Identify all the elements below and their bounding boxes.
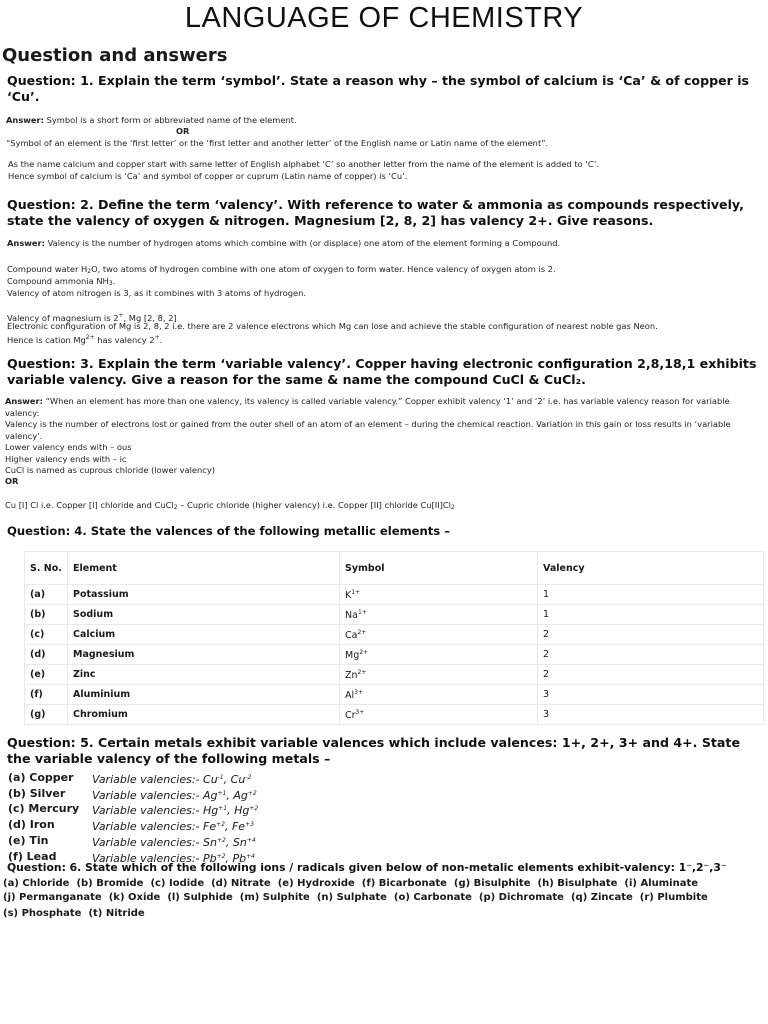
valency-s2: -2 [245, 774, 252, 781]
ion-item: (d) Nitrate [211, 878, 271, 889]
ammonia-text-b: . [112, 276, 116, 286]
mg-cation-line [7, 332, 763, 347]
sno-cell: (a) [25, 585, 68, 605]
valency-label: Variable valencies:- [92, 773, 204, 786]
header-element: Element [68, 552, 340, 585]
element-cell: Calcium [68, 625, 340, 645]
valency-s2: +3 [245, 821, 254, 829]
metal-name: (e) Tin [8, 833, 49, 847]
cucl-text-b: – Cupric chloride (higher valency) i.e. Copper [II] chloride Cu[II]Cl [177, 500, 451, 510]
valency-cell: 3 [538, 685, 764, 705]
table-row [25, 605, 764, 625]
valency-s2: +4 [246, 836, 256, 844]
ion-item: (n) Sulphate [316, 892, 387, 903]
charge-superscript: 3+ [354, 688, 363, 696]
symbol-cell [340, 665, 538, 685]
answer-label: Answer: [7, 238, 45, 248]
valency-s1: +2 [216, 821, 225, 829]
symbol-cell [340, 705, 538, 725]
metal-name: (c) Mercury [8, 802, 80, 816]
ions-line-2 [3, 891, 765, 906]
ion-item: (k) Oxide [108, 892, 161, 903]
variable-valency-reason: Valency is the number of electrons lost or gained from the outer shell of an atom of an element – during the chemical reaction. Variation in this gain or loss results in ‘variable valency’. [5, 419, 731, 441]
sno-cell: (b) [25, 605, 68, 625]
valency-v2: , Cu [223, 773, 246, 786]
answer-label: Answer: [5, 396, 43, 406]
question-5: Question: 5. Certain metals exhibit variable valences which include valences: 1+, 2+, 3+ and 4+. State the variable valency of the following metals – [7, 735, 740, 766]
table-row [25, 685, 764, 705]
valency-s1: +1 [217, 789, 227, 797]
mg-superscript: + [118, 312, 124, 319]
element-cell: Potassium [68, 585, 340, 605]
question-2: Question: 2. Define the term ‘valency’. With reference to water & ammonia as compounds respectively, state the valency of oxygen & nitrogen. Magnesium [2, 8, 2] has valency 2+. Give reasons. [7, 197, 744, 228]
metals-list [8, 771, 258, 865]
metal-valencies [92, 771, 251, 787]
or-text: OR [5, 476, 19, 486]
sno-cell: (g) [25, 705, 68, 725]
ion-item: (m) Sulphite [239, 892, 310, 903]
or-text: OR [176, 126, 190, 136]
symbol-cell [340, 645, 538, 665]
valency-label: Variable valencies:- [92, 804, 204, 818]
symbol-text: Mg [345, 649, 360, 661]
valency-v1: Ag [203, 788, 218, 802]
valency-cell: 3 [538, 705, 764, 725]
symbol-text: K [345, 589, 352, 601]
cation-text-a: Hence is cation Mg [7, 335, 86, 345]
answer-label: Answer: [6, 115, 44, 125]
water-text-a: Compound water H [7, 264, 88, 274]
ion-item: (j) Permanganate [3, 892, 102, 903]
mg-config-line: Electronic configuration of Mg is 2, 8, 2 i.e. there are 2 valence electrons which Mg can lose and achieve the stable configuration of nearest noble gas Neon. [7, 321, 658, 331]
ion-item: (p) Dichromate [478, 892, 564, 903]
ion-item: (f) Bicarbonate [361, 878, 447, 889]
charge-superscript: 2+ [357, 668, 367, 676]
valency-v2: , Pb [225, 851, 247, 865]
valency-s1: +2 [216, 852, 226, 860]
valency-s1: +2 [216, 836, 226, 844]
question-6: Question: 6. State which of the following ions / radicals given below of non-metalic elements exhibit-valency: 1⁻,2⁻,3⁻ [7, 861, 727, 874]
header-symbol: Symbol [340, 552, 538, 585]
valency-s1: +1 [218, 805, 228, 813]
symbol-text: Al [345, 689, 355, 701]
nitrogen-line: Valency of atom nitrogen is 3, as it combines with 3 atoms of hydrogen. [7, 288, 306, 298]
valency-cell: 2 [538, 625, 764, 645]
valency-v1: Cu [203, 773, 218, 786]
symbol-text: Cr [345, 709, 356, 721]
metal-name: (a) Copper [8, 771, 74, 784]
valency-cell: 2 [538, 645, 764, 665]
valency-cell: 2 [538, 665, 764, 685]
header-sno: S. No. [25, 552, 68, 585]
cucl-text-a: Cu [I] Cl i.e. Copper [I] chloride and CuCl [5, 500, 174, 510]
metal-valencies [92, 787, 257, 803]
water-text-b: O, two atoms of hydrogen combine with one atom of oxygen to form water. Hence valency of oxygen atom is 2. [91, 264, 556, 274]
cuprous-line: CuCl is named as cuprous chloride (lower valency) [5, 465, 215, 475]
reason-line-1: As the name calcium and copper start with same letter of English alphabet ‘C’ so another letter from the name of the element is added to ‘C’. [8, 159, 599, 169]
cation-superscript: 2+ [85, 334, 95, 341]
sno-cell: (e) [25, 665, 68, 685]
table-row [25, 645, 764, 665]
cation-text-c: . [159, 335, 163, 345]
table-row [25, 585, 764, 605]
charge-superscript: 2+ [357, 628, 367, 636]
ion-item: (i) Aluminate [624, 878, 699, 889]
symbol-text: Na [345, 609, 358, 621]
valency-v2: , Fe [224, 820, 246, 834]
ion-item: (h) Bisulphate [537, 878, 618, 889]
valency-v2: , Hg [227, 804, 250, 818]
metal-name: (d) Iron [8, 818, 55, 832]
valency-v2: , Ag [226, 788, 248, 802]
answer-3 [5, 396, 763, 419]
metal-valencies [92, 802, 258, 818]
alt-definition: “Symbol of an element is the ‘first letter’ or the ‘first letter and another letter’ of the English name or Latin name of the element”. [6, 138, 549, 148]
symbol-cell [340, 685, 538, 705]
element-cell: Zinc [68, 665, 340, 685]
valency-v1: Sn [203, 835, 217, 849]
copper-chloride-line [5, 500, 763, 514]
question-3: Question: 3. Explain the term ‘variable valency’. Copper having electronic configuration 2,8,18,1 exhibits variable valency. Give a reason for the same & name the compound CuCl & CuCl₂. [7, 356, 757, 387]
ion-item: (e) Hydroxide [277, 878, 355, 889]
element-cell: Aluminium [68, 685, 340, 705]
symbol-text: Ca [345, 629, 358, 641]
ion-item: (a) Chloride [3, 878, 70, 889]
ions-line-1 [3, 877, 765, 892]
lower-valency-line: Lower valency ends with – ous [5, 442, 132, 452]
sno-cell: (c) [25, 625, 68, 645]
table-header-row [25, 552, 764, 585]
ion-item: (l) Sulphide [167, 892, 233, 903]
valency-s2: +2 [247, 789, 257, 797]
symbol-cell [340, 625, 538, 645]
answer-text: “When an element has more than one valency, its valency is called variable valency.” Copper exhibit valency ‘1’ and ‘2’ i.e. has variable valency reason for variable valency: [5, 396, 730, 418]
metal-valencies [92, 834, 256, 850]
table-row [25, 625, 764, 645]
ions-line-3 [3, 907, 765, 922]
ion-item: (g) Bisulphite [453, 878, 531, 889]
mg-text-b: , Mg [2, 8, 2] [123, 313, 177, 323]
metal-name: (b) Silver [8, 786, 66, 800]
metal-valencies [92, 818, 254, 834]
answer-text: Symbol is a short form or abbreviated name of the element. [46, 115, 297, 125]
valency-label: Variable valencies:- [92, 788, 204, 802]
answer-2 [7, 238, 763, 250]
symbol-text: Zn [345, 669, 358, 681]
charge-superscript: 1+ [351, 588, 361, 596]
valency-s2: +4 [246, 852, 255, 860]
ion-item: (q) Zincate [570, 892, 633, 903]
valency-s2: +2 [249, 805, 259, 813]
metal-name: (f) Lead [8, 849, 57, 863]
ion-item: (t) Nitride [88, 908, 145, 919]
cucl-subscript-2: 2 [450, 504, 455, 511]
ion-item: (s) Phosphate [3, 908, 82, 919]
water-subscript: 2 [87, 268, 92, 275]
ion-item: (r) Plumbite [639, 892, 708, 903]
valency-label: Variable valencies:- [92, 820, 204, 834]
valency-label: Variable valencies:- [92, 835, 204, 849]
ammonia-subscript: 3 [108, 280, 113, 287]
valency-table [24, 551, 764, 725]
section-heading: Question and answers [2, 45, 228, 66]
charge-superscript: 1+ [357, 608, 367, 616]
mg-text-a: Valency of magnesium is 2 [7, 313, 119, 323]
valency-v1: Pb [203, 851, 217, 865]
valency-cell: 1 [538, 585, 764, 605]
valency-v1: Fe [203, 820, 217, 834]
valency-v1: Hg [203, 804, 219, 818]
cation-text-b: has valency 2 [94, 335, 155, 345]
element-cell: Magnesium [68, 645, 340, 665]
ammonia-text-a: Compound ammonia NH [7, 276, 109, 286]
element-cell: Sodium [68, 605, 340, 625]
reason-line-2: Hence symbol of calcium is ‘Ca’ and symbol of copper or cuprum (Latin name of copper) is ‘Cu’. [8, 171, 408, 181]
page-title: LANGUAGE OF CHEMISTRY [184, 2, 584, 34]
cucl-subscript: 2 [173, 504, 178, 511]
ion-item: (c) Iodide [150, 878, 205, 889]
header-valency: Valency [538, 552, 764, 585]
charge-superscript: 2+ [359, 648, 369, 656]
metal-row [8, 818, 258, 834]
answer-1 [6, 115, 762, 127]
valency-v2: , Sn [225, 835, 247, 849]
metal-row [8, 771, 258, 787]
element-cell: Chromium [68, 705, 340, 725]
symbol-cell [340, 585, 538, 605]
valency-s1: -1 [217, 774, 224, 781]
question-4: Question: 4. State the valences of the following metallic elements – [7, 524, 451, 538]
charge-superscript: 3+ [355, 708, 365, 716]
answer-text: Valency is the number of hydrogen atoms which combine with (or displace) one atom of the element forming a Compound. [47, 238, 561, 248]
cation-superscript-2: + [154, 334, 160, 341]
metal-row [8, 834, 258, 850]
ion-item: (o) Carbonate [393, 892, 472, 903]
metal-row [8, 787, 258, 803]
valency-label: Variable valencies:- [92, 851, 204, 865]
ion-item: (b) Bromide [76, 878, 144, 889]
sno-cell: (f) [25, 685, 68, 705]
symbol-cell [340, 605, 538, 625]
table-row [25, 665, 764, 685]
question-1: Question: 1. Explain the term ‘symbol’. State a reason why – the symbol of calcium is ‘Ca’ & of copper is ‘Cu’. [7, 73, 750, 104]
metal-row [8, 802, 258, 818]
sno-cell: (d) [25, 645, 68, 665]
valency-cell: 1 [538, 605, 764, 625]
higher-valency-line: Higher valency ends with – ic [5, 454, 127, 464]
table-row [25, 705, 764, 725]
